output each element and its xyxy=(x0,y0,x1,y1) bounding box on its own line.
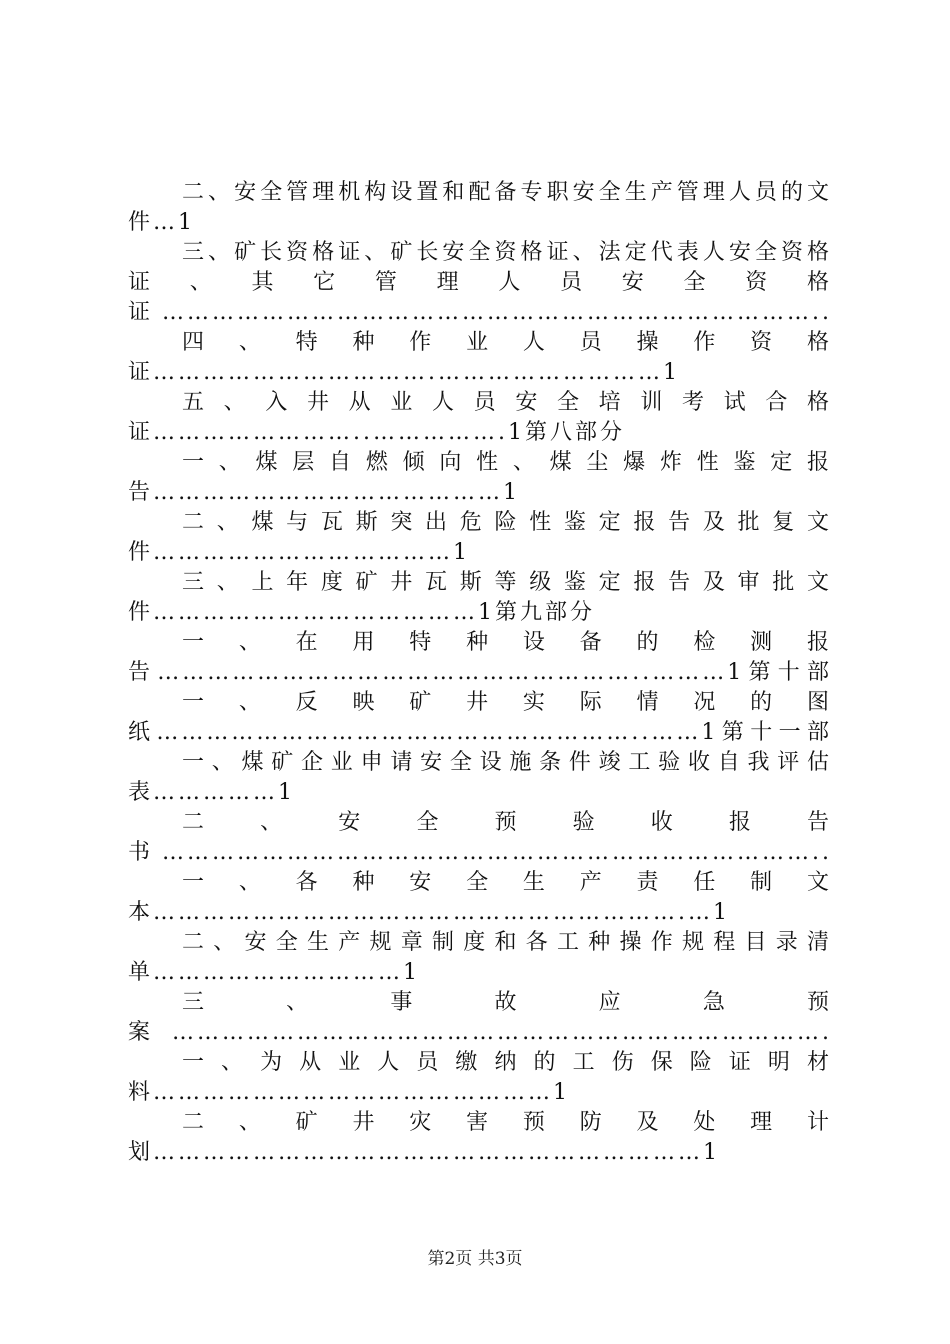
toc-entry-qualification-certs: 三、矿长资格证、矿长安全资格证、法定代表人安全资格证、其它管理人员安全资格证…………………………………………………………………….. xyxy=(128,240,832,325)
toc-entry-disaster-prevention-plan: 二、矿井灾害预防及处理计划…………………………………………………………1 xyxy=(128,1110,832,1165)
toc-entry-safety-org: 二、安全管理机构设置和配备专职安全生产管理人员的文件…1 xyxy=(128,180,832,235)
toc-entry-rules-procedures: 二、安全生产规章制度和各工种操作规程目录清单…………………………1 xyxy=(128,930,832,985)
toc-entry-mine-drawings: 一、反映矿井实际情况的图纸…………………………………………………..……1第十一部 xyxy=(128,690,832,745)
toc-entry-special-operation-certs: 四、特种作业人员操作资格证…………………………….………………………1 xyxy=(128,330,832,385)
toc-entry-training-certs: 五、入井从业人员安全培训考试合格证……………………..…………….1第八部分 xyxy=(128,390,832,445)
toc-entry-emergency-plan: 三、事故应急预案……………………………………………………………………. xyxy=(128,990,832,1045)
toc-entry-injury-insurance: 一、为从业人员缴纳的工伤保险证明材料…………………………………………1 xyxy=(128,1050,832,1105)
toc-entry-coal-combustion-report: 一、煤层自燃倾向性、煤尘爆炸性鉴定报告……………………………………1 xyxy=(128,450,832,505)
toc-entry-pre-acceptance-report: 二、安全预验收报告书…………………………………………………………………….. xyxy=(128,810,832,865)
toc-entry-gas-outburst-report: 二、煤与瓦斯突出危险性鉴定报告及批复文件………………………………1 xyxy=(128,510,832,565)
toc-list xyxy=(128,178,832,1168)
toc-entry-self-assessment: 一、煤矿企业申请安全设施条件竣工验收自我评估表……………1 xyxy=(128,750,832,805)
toc-entry-gas-grade-report: 三、上年度矿井瓦斯等级鉴定报告及审批文件…………………………………1第九部分 xyxy=(128,570,832,625)
page-number-footer: 第2页 共3页 xyxy=(427,1249,523,1269)
toc-entry-equipment-inspection: 一、在用特种设备的检测报告…………………………………………………..………1第十部 xyxy=(128,630,832,685)
toc-entry-responsibility-system: 一、各种安全生产责任制文本……………………………………………………….…1 xyxy=(128,870,832,925)
